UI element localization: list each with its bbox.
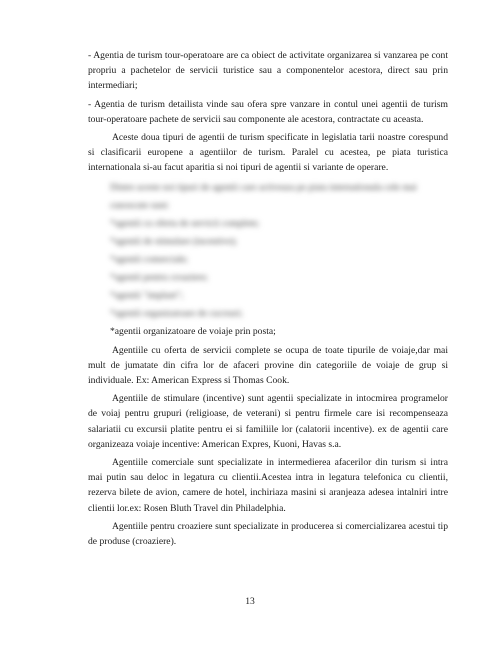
paragraph-comerciale: Agentiile comerciale sunt specializate in intermedierea afacerilor din turism si intra mai putin sau deloc in legatura cu clientii.Acestea intra in legatura telefonica cu clientii, rezerva bilete de avion, camere de hotel, inchiriaza masini si aranjeaza adesea intalniri intre clientii lor.ex: Rosen Bluth Travel din Philadelphia. [88,457,448,514]
paragraph-croaziere: Agentiile pentru croaziere sunt specializate in producerea si comercializarea acestui tip de produse (croaziere). [88,520,448,548]
paragraph-detailista: - Agentia de turism detailista vinde sau ofera spre vanzare in contul unei agentii de turism tour-operatoare pachete de servicii sau componente ale acestora, contractate cu aceasta. [88,98,448,125]
agency-types-list [88,179,448,341]
paragraph-clasificare-text: Aceste doua tipuri de agentii de turism specificate in legislatia tarii noastre corespund si clasificarii europene a agentiilor de turism. Paralel cu acestea, pe piata turistica internationala si-au facut aparitia si noi tipuri de agentii si variante de operare. [88,132,448,174]
list-item: *agentii organizatoare de cucrsuri; [110,307,243,319]
paragraph-stimulare: Agentiile de stimulare (incentive) sunt agentii specializate in intocmirea programelor de voiaj pentru grupuri (religioase, de veterani) si pentru firmele care isi recompenseaza salariatii cu excursii platite pentru ei si familiile lor (calatorii incentive). ex de agentii care organizeaza voiaje incentive: American Expres, Kuoni, Havas s.a. [88,393,448,450]
list-item-last: *agentii organizatoare de voiaje prin posta; [110,325,276,337]
paragraph-tour-operator: - Agentia de turism tour-operatoare are ca obiect de activitate organizarea si vanzarea pe cont propriu a pachetelor de servicii turistice sau a componentelor acestora, direct sau prin intermediari; [88,50,448,92]
list-item: *agentii comerciale; [110,253,189,265]
list-item: *agentii cu oferta de servicii complete; [110,217,260,229]
list-intro: Dintre aceste noi tipuri de agentii care activeaza pe piata internationala cele mai cunoscute sunt: [110,181,417,211]
list-item: *agentii pentru croaziere; [110,271,209,283]
paragraph-servicii-complete: Agentiile cu oferta de servicii complete se ocupa de toate tipurile de voiaje,dar mai mult de jumatate din cifra lor de afaceri provine din categoriile de voiaje de grup si individuale. Ex: American Express si Thomas Cook. [88,344,448,387]
list-item: *agentii de stimulare (incentive); [110,235,238,247]
page-number: 13 [245,596,255,607]
list-item: *agentii "implant"; [110,289,184,301]
paragraph-clasificare [88,130,448,176]
